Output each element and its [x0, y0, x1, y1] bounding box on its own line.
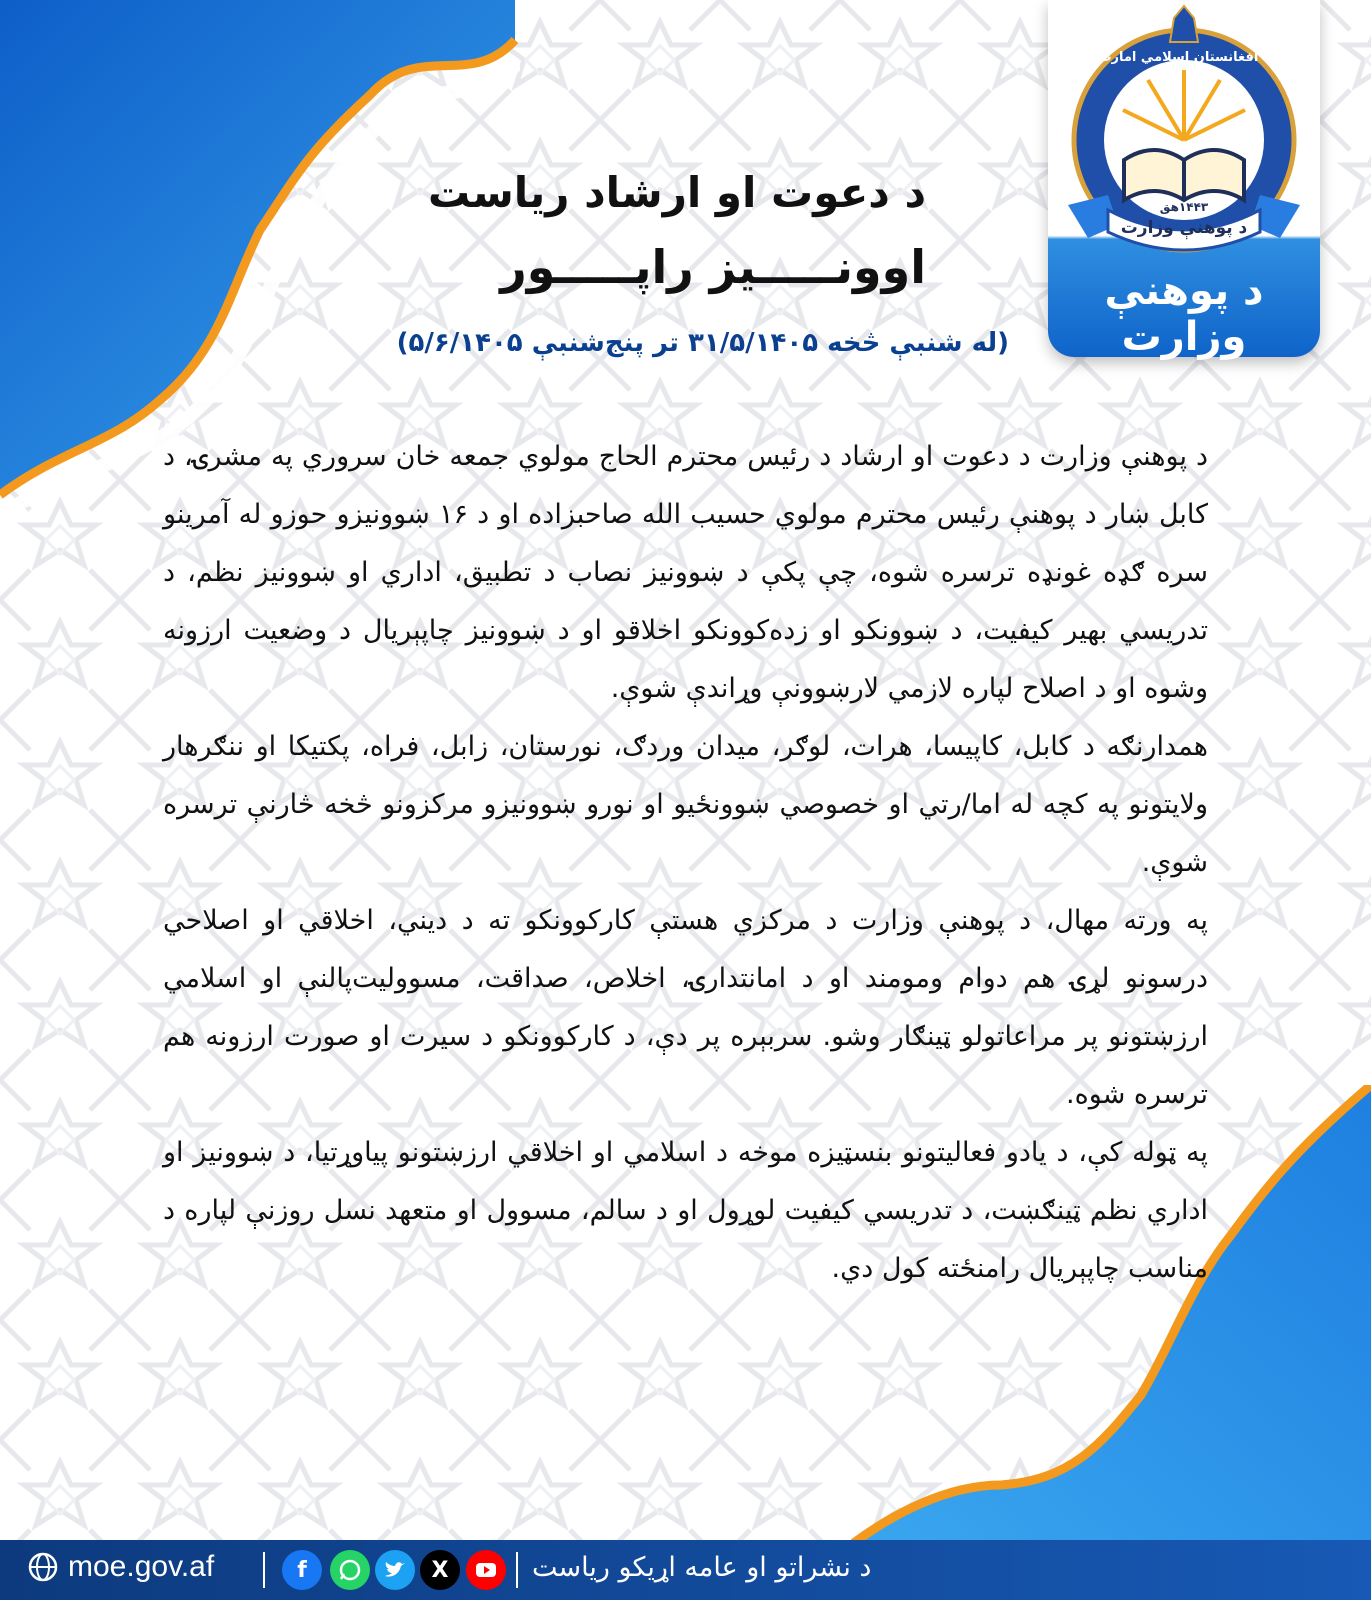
ministry-label: د پوهنې وزارت: [1104, 268, 1264, 360]
website-label: moe.gov.af: [68, 1550, 215, 1583]
seal-ribbon-text: د پوهنې وزارت: [1120, 218, 1248, 238]
whatsapp-icon[interactable]: [330, 1550, 370, 1590]
seal-arc-text: د افغانستان اسلامي امارت: [1098, 50, 1270, 65]
report-body: [163, 428, 1208, 1298]
footer-divider: [263, 1552, 265, 1588]
website-link[interactable]: [28, 1550, 214, 1584]
department-label: د نشراتو او عامه اړیکو ریاست: [532, 1552, 872, 1583]
report-date-range: (له شنبې څخه ۳۱/۵/۱۴۰۵ تر پنج‌شنبې ۵/۶/۱۴۰۵): [396, 328, 1009, 358]
body-paragraph: په ټوله کې، د یادو فعالیتونو بنسټیزه موخه د اسلامي او اخلاقي ارزښتونو پیاوړتیا، د ښوونیز او اداري نظم ټینګښت، د تدریسي کیفیت لوړول او د سالم، مسوول او متعهد نسل روزنې لپاره د مناسب چاپېریال رامنځته کول دي.: [163, 1137, 1208, 1284]
twitter-icon[interactable]: [375, 1550, 415, 1590]
footer-divider: [516, 1552, 518, 1588]
ministry-logo-card: [1048, 0, 1320, 360]
globe-icon: [28, 1552, 58, 1582]
seal-year: ۱۴۴۳هق: [1159, 200, 1209, 214]
facebook-icon[interactable]: f: [282, 1550, 322, 1590]
footer-bar: [0, 1540, 1371, 1600]
body-paragraph: د پوهنې وزارت د دعوت او ارشاد د رئیس محترم الحاج مولوي جمعه خان سروري په مشرۍ، د کابل ښار د پوهنې رئیس محترم مولوي حسیب الله صاحبزاده او د ۱۶ ښوونیزو حوزو له آمرینو سره ګډه غونډه ترسره شوه، چې پکې د ښوونیز نصاب د تطبیق، اداري او ښوونیز نظم، د تدریسي بهیر کیفیت، د ښوونکو او زده‌کوونکو اخلاقو او د ښوونیز چاپېریال د وضعیت ارزونه وشوه او د اصلاح لپاره لازمي لارښوونې وړاندې شوې.: [163, 441, 1208, 704]
body-paragraph: همدارنګه د کابل، کاپیسا، هرات، لوګر، میدان وردګ، نورستان، زابل، فراه، پکتیکا او ننګرهار ولایتونو په کچه له اما/رتي او خصوصي ښوونځیو او نورو ښوونیزو مرکزونو څخه څارنې ترسره شوې.: [163, 731, 1208, 878]
youtube-icon[interactable]: [466, 1550, 506, 1590]
report-title-line1: د دعوت او ارشاد ریاست: [427, 168, 926, 217]
x-icon[interactable]: X: [420, 1550, 460, 1590]
report-title-line2: اوونـــــیز راپـــــور: [500, 240, 926, 294]
body-paragraph: په ورته مهال، د پوهنې وزارت د مرکزي هستې کارکوونکو ته د دیني، اخلاقي او اصلاحي درسونو لړۍ هم دوام ومومند او د امانتدارۍ، اخلاص، صداقت، مسوولیت‌پالنې او اسلامي ارزښتونو پر مراعاتولو ټینګار وشو. سربېره پر دې، د کارکوونکو د سیرت او صورت ارزونه هم ترسره شوه.: [163, 905, 1208, 1110]
